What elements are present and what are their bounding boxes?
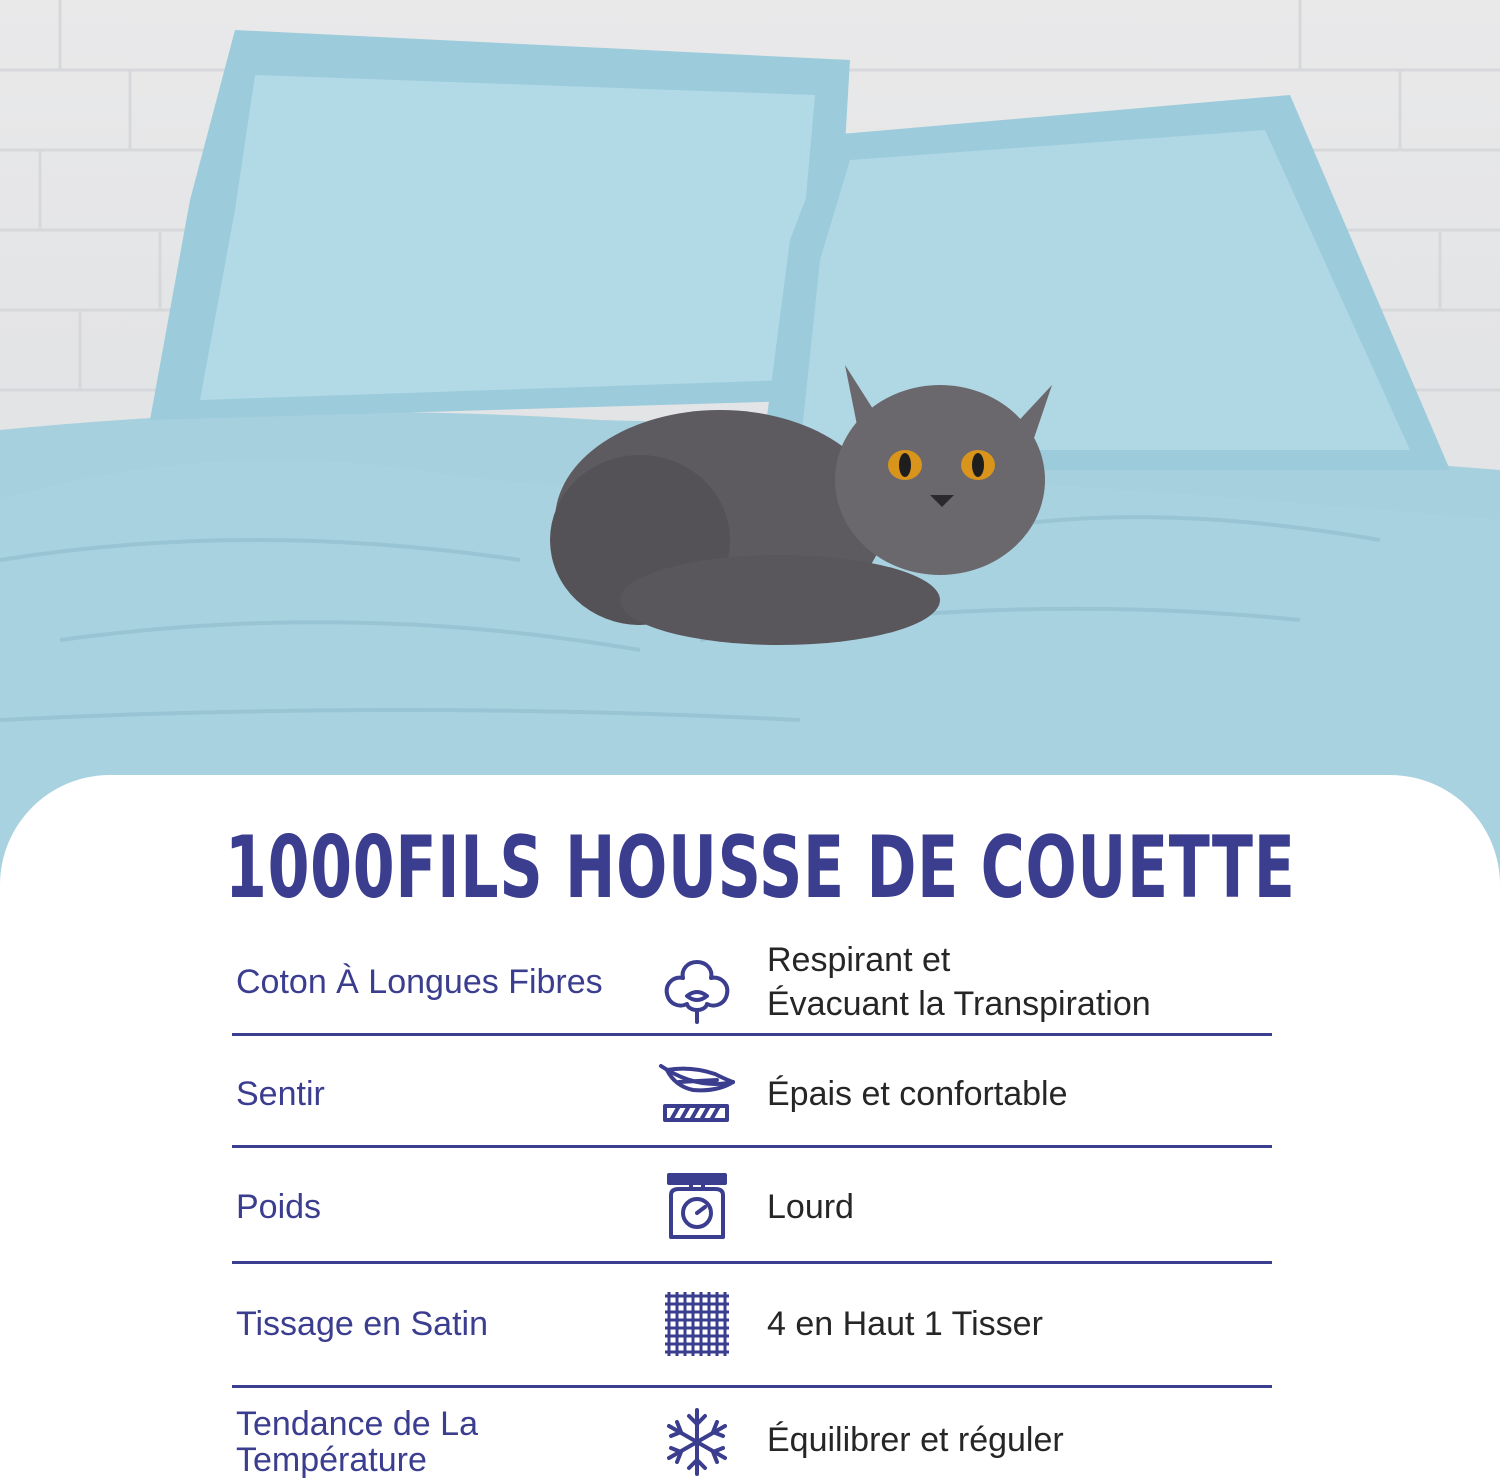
row-divider	[232, 1261, 1272, 1264]
feature-label: Coton À Longues Fibres	[236, 963, 603, 1001]
snowflake-icon	[657, 1406, 737, 1478]
feature-label-line: Température	[236, 1441, 427, 1479]
feature-row-temperature	[232, 1402, 1272, 1483]
row-divider	[232, 1145, 1272, 1148]
feature-label	[236, 1406, 478, 1478]
feature-value: Lourd	[767, 1188, 854, 1226]
feature-row-weave	[232, 1282, 1272, 1377]
weave-grid-icon	[657, 1288, 737, 1360]
page-title: 1000FILS HOUSSE DE COUETTE	[225, 818, 1296, 918]
feature-label-line: Tendance de La	[236, 1405, 478, 1443]
feather-softness-icon	[657, 1060, 737, 1132]
feature-row-weight	[232, 1165, 1272, 1260]
feature-value: Épais et confortable	[767, 1075, 1068, 1113]
feature-row-cotton	[232, 940, 1272, 1035]
row-divider	[232, 1033, 1272, 1036]
feature-label: Tissage en Satin	[236, 1305, 488, 1343]
feature-value-line: Évacuant la Transpiration	[767, 985, 1151, 1023]
cotton-icon	[657, 952, 737, 1024]
feature-label: Poids	[236, 1188, 322, 1226]
feature-value-line: Respirant et	[767, 941, 951, 979]
feature-value	[767, 938, 1151, 1026]
row-divider	[232, 1385, 1272, 1388]
feature-value: 4 en Haut 1 Tisser	[767, 1305, 1043, 1343]
weighing-scale-icon	[657, 1171, 737, 1243]
feature-row-feel	[232, 1050, 1272, 1145]
feature-label: Sentir	[236, 1075, 325, 1113]
feature-value: Équilibrer et réguler	[767, 1421, 1064, 1459]
